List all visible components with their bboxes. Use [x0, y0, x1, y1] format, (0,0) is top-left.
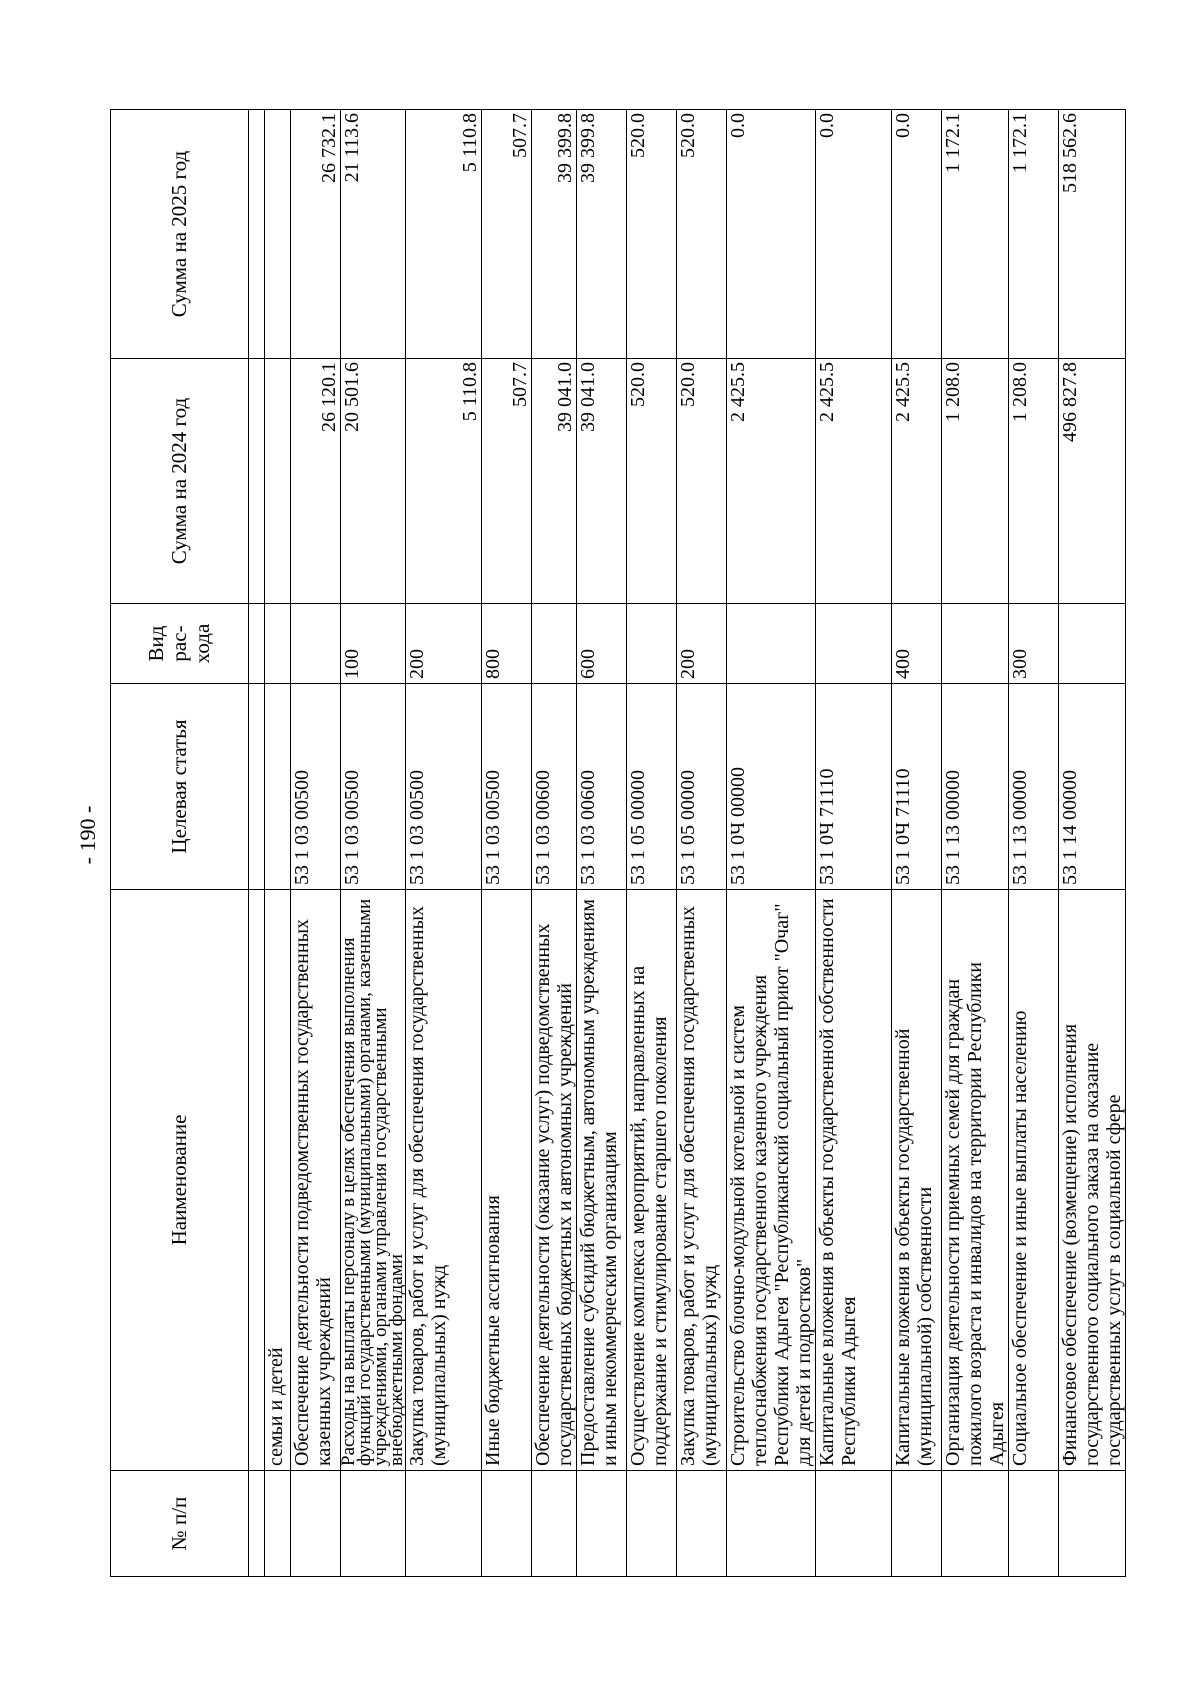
cell-num — [816, 1471, 892, 1577]
cell-type — [727, 604, 816, 684]
cell-sum2025 — [265, 110, 291, 359]
cell-name: Финансовое обеспечение (возмещение) исполнения государственного социального заказа на оказание государственных услуг в социальной сфере — [1059, 890, 1126, 1471]
table-row — [1009, 110, 1059, 1577]
cell-target: 53 1 0Ч 71110 — [816, 684, 892, 890]
cell-sum2024: 26 120.1 — [291, 359, 341, 604]
cell-num — [677, 1471, 727, 1577]
cell-type — [532, 604, 577, 684]
cell-num — [341, 1471, 406, 1577]
cell-target: 53 1 13 00000 — [1009, 684, 1059, 890]
rotated-table-container — [110, 110, 1125, 1577]
cell-target — [249, 684, 265, 890]
cell-name: Осуществление комплекса мероприятий, направленных на поддержание и стимулирование старшего поколения — [627, 890, 677, 1471]
cell-sum2025: 507.7 — [482, 110, 532, 359]
cell-name: Строительство блочно-модульной котельной и систем теплоснабжения государственного казенного учреждения Республики Адыгея "Республиканский социальный приют "Очаг" для детей и подростков" — [727, 890, 816, 1471]
table-row — [406, 110, 482, 1577]
cell-name: Капитальные вложения в объекты государственной собственности Республики Адыгея — [816, 890, 892, 1471]
cell-sum2024: 520.0 — [677, 359, 727, 604]
table-row — [577, 110, 627, 1577]
cell-name: Иные бюджетные ассигнования — [482, 890, 532, 1471]
cell-sum2024: 1 208.0 — [942, 359, 1009, 604]
header-type: Вид рас-хода — [111, 604, 249, 684]
cell-sum2025 — [249, 110, 265, 359]
cell-target: 53 1 05 00000 — [677, 684, 727, 890]
cell-type: 100 — [341, 604, 406, 684]
cell-name: Социальное обеспечение и иные выплаты населению — [1009, 890, 1059, 1471]
cell-target — [265, 684, 291, 890]
page-number: - 190 - — [75, 805, 100, 865]
cell-num — [291, 1471, 341, 1577]
cell-type: 200 — [406, 604, 482, 684]
cell-sum2025: 21 113.6 — [341, 110, 406, 359]
cell-num — [532, 1471, 577, 1577]
cell-type: 800 — [482, 604, 532, 684]
cell-sum2025: 0.0 — [816, 110, 892, 359]
cell-name: семьи и детей — [265, 890, 291, 1471]
table-row — [677, 110, 727, 1577]
cell-sum2024: 1 208.0 — [1009, 359, 1059, 604]
cell-num — [249, 1471, 265, 1577]
cell-type — [942, 604, 1009, 684]
cell-num — [892, 1471, 942, 1577]
table-row — [727, 110, 816, 1577]
cell-sum2025: 520.0 — [627, 110, 677, 359]
cell-type: 200 — [677, 604, 727, 684]
cell-sum2024: 520.0 — [627, 359, 677, 604]
cell-type: 600 — [577, 604, 627, 684]
cell-sum2025: 26 732.1 — [291, 110, 341, 359]
cell-sum2024 — [265, 359, 291, 604]
cell-target: 53 1 13 00000 — [942, 684, 1009, 890]
cell-name: Предоставление субсидий бюджетным, автономным учреждениям и иным некоммерческим организациям — [577, 890, 627, 1471]
cell-type — [291, 604, 341, 684]
cell-sum2024: 507.7 — [482, 359, 532, 604]
table-row-blank — [249, 110, 265, 1577]
cell-sum2025: 520.0 — [677, 110, 727, 359]
table-row — [627, 110, 677, 1577]
header-name: Наименование — [111, 890, 249, 1471]
cell-sum2024: 20 501.6 — [341, 359, 406, 604]
table-row — [532, 110, 577, 1577]
cell-sum2025: 39 399.8 — [532, 110, 577, 359]
cell-target: 53 1 03 00500 — [482, 684, 532, 890]
cell-sum2025: 1 172.1 — [1009, 110, 1059, 359]
table-row — [942, 110, 1009, 1577]
cell-num — [942, 1471, 1009, 1577]
cell-sum2025: 0.0 — [727, 110, 816, 359]
cell-num — [482, 1471, 532, 1577]
cell-type — [816, 604, 892, 684]
table-row — [1059, 110, 1126, 1577]
header-target: Целевая статья — [111, 684, 249, 890]
cell-type: 300 — [1009, 604, 1059, 684]
cell-num — [406, 1471, 482, 1577]
header-sum2025: Сумма на 2025 год — [111, 110, 249, 359]
table-row — [816, 110, 892, 1577]
cell-name: Закупка товаров, работ и услуг для обеспечения государственных (муниципальных) нужд — [406, 890, 482, 1471]
cell-target: 53 1 14 00000 — [1059, 684, 1126, 890]
table-row-continuation — [265, 110, 291, 1577]
cell-target: 53 1 0Ч 71110 — [892, 684, 942, 890]
cell-name: Обеспечение деятельности подведомственных государственных казенных учреждений — [291, 890, 341, 1471]
cell-sum2025: 39 399.8 — [577, 110, 627, 359]
cell-target: 53 1 05 00000 — [627, 684, 677, 890]
cell-sum2024: 39 041.0 — [577, 359, 627, 604]
cell-type — [1059, 604, 1126, 684]
cell-num — [627, 1471, 677, 1577]
header-num: № п/п — [111, 1471, 249, 1577]
cell-sum2025: 5 110.8 — [406, 110, 482, 359]
cell-target: 53 1 03 00500 — [406, 684, 482, 890]
cell-num — [1059, 1471, 1126, 1577]
cell-name: Обеспечение деятельности (оказание услуг) подведомственных государственных бюджетных и автономных учреждений — [532, 890, 577, 1471]
table-row — [341, 110, 406, 1577]
cell-sum2024: 496 827.8 — [1059, 359, 1126, 604]
cell-type — [249, 604, 265, 684]
header-row — [111, 110, 249, 1577]
table-row — [892, 110, 942, 1577]
cell-num — [727, 1471, 816, 1577]
cell-name: Капитальные вложения в объекты государственной (муниципальной) собственности — [892, 890, 942, 1471]
budget-table — [110, 109, 1126, 1577]
cell-target: 53 1 03 00500 — [341, 684, 406, 890]
cell-target: 53 1 03 00500 — [291, 684, 341, 890]
cell-type — [265, 604, 291, 684]
cell-sum2024: 5 110.8 — [406, 359, 482, 604]
cell-type: 400 — [892, 604, 942, 684]
cell-sum2024: 2 425.5 — [816, 359, 892, 604]
cell-sum2025: 0.0 — [892, 110, 942, 359]
cell-name: Закупка товаров, работ и услуг для обеспечения государственных (муниципальных) нужд — [677, 890, 727, 1471]
cell-sum2025: 518 562.6 — [1059, 110, 1126, 359]
cell-target: 53 1 0Ч 00000 — [727, 684, 816, 890]
cell-num — [265, 1471, 291, 1577]
cell-target: 53 1 03 00600 — [532, 684, 577, 890]
cell-sum2024: 2 425.5 — [892, 359, 942, 604]
cell-num — [1009, 1471, 1059, 1577]
table-row — [482, 110, 532, 1577]
cell-num — [577, 1471, 627, 1577]
cell-name: Организация деятельности приемных семей для граждан пожилого возраста и инвалидов на территории Республики Адыгея — [942, 890, 1009, 1471]
header-sum2024: Сумма на 2024 год — [111, 359, 249, 604]
cell-name — [249, 890, 265, 1471]
cell-type — [627, 604, 677, 684]
cell-name: Расходы на выплаты персоналу в целях обеспечения выполнения функций государственными (муниципальными) органами, казенными учреждениями, органами управления государственными внебюджетными фондами — [341, 890, 406, 1471]
cell-sum2025: 1 172.1 — [942, 110, 1009, 359]
cell-sum2024 — [249, 359, 265, 604]
cell-sum2024: 39 041.0 — [532, 359, 577, 604]
cell-target: 53 1 03 00600 — [577, 684, 627, 890]
cell-sum2024: 2 425.5 — [727, 359, 816, 604]
table-row — [291, 110, 341, 1577]
